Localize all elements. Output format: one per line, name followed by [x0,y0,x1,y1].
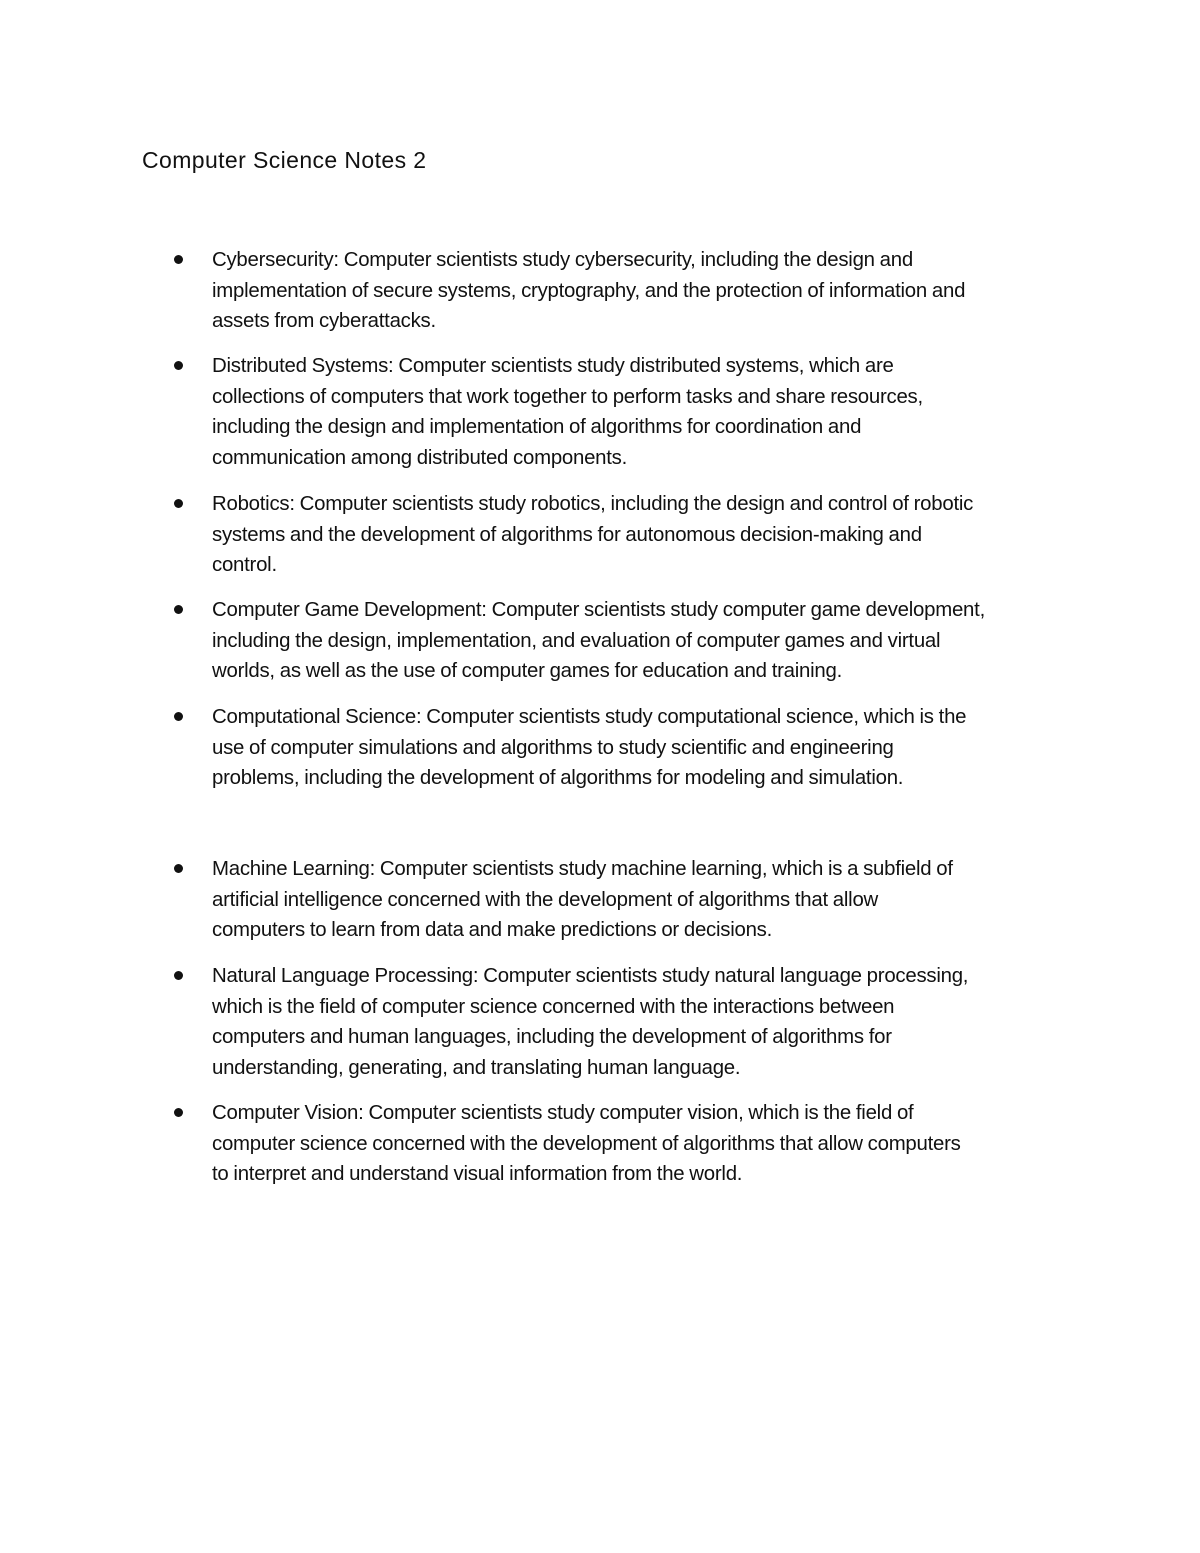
text-line: which is the field of computer science concerned with the interactions between [212,995,895,1018]
bullet-text [212,702,1072,794]
text-line: Distributed Systems: Computer scientists study distributed systems, which are [212,355,894,377]
text-line: Machine Learning: Computer scientists study machine learning, which is a subfield of [212,858,953,880]
text-line: understanding, generating, and translating human language. [212,1056,741,1079]
bullet-icon [174,255,183,264]
text-line: Computer Vision: Computer scientists study computer vision, which is the field of [212,1102,914,1124]
bullet-icon [174,712,183,721]
bullet-icon [174,499,183,508]
text-line: Natural Language Processing: Computer scientists study natural language processing, [212,965,969,987]
bullet-icon [174,1108,183,1117]
text-line: Computational Science: Computer scientists study computational science, which is the [212,706,967,728]
text-line: control. [212,554,277,577]
text-line: Cybersecurity: Computer scientists study cybersecurity, including the design and [212,249,913,271]
text-line: assets from cyberattacks. [212,310,436,333]
bullet-text [212,961,1072,1083]
text-line: to interpret and understand visual information from the world. [212,1163,743,1186]
text-line: communication among distributed components. [212,446,628,469]
text-line: computers and human languages, including the development of algorithms for [212,1026,892,1049]
text-line: computer science concerned with the development of algorithms that allow computers [212,1132,961,1155]
text-line: implementation of secure systems, cryptography, and the protection of information and [212,279,966,302]
bullet-icon [174,971,183,980]
text-line: artificial intelligence concerned with the development of algorithms that allow [212,888,879,911]
text-line: computers to learn from data and make predictions or decisions. [212,919,773,942]
text-line: Computer Game Development: Computer scientists study computer game development, [212,599,985,621]
document-title: Computer Science Notes 2 [142,147,427,173]
text-line: worlds, as well as the use of computer games for education and training. [212,660,842,683]
text-line: including the design and implementation of algorithms for coordination and [212,416,862,439]
bullet-text [212,489,1072,581]
bullet-text [212,854,1072,946]
text-line: Robotics: Computer scientists study robotics, including the design and control of robotic [212,493,974,515]
bullet-text [212,595,1072,687]
bullet-icon [174,864,183,873]
bullet-text [212,1098,1072,1190]
text-line: systems and the development of algorithms for autonomous decision-making and [212,523,922,546]
text-line: collections of computers that work together to perform tasks and share resources, [212,385,923,408]
text-line: including the design, implementation, and evaluation of computer games and virtual [212,629,941,652]
bullet-icon [174,605,183,614]
text-line: problems, including the development of algorithms for modeling and simulation. [212,767,904,790]
text-line: use of computer simulations and algorithms to study scientific and engineering [212,736,894,759]
bullet-text [212,351,1072,473]
bullet-icon [174,361,183,370]
bullet-text [212,245,1072,337]
